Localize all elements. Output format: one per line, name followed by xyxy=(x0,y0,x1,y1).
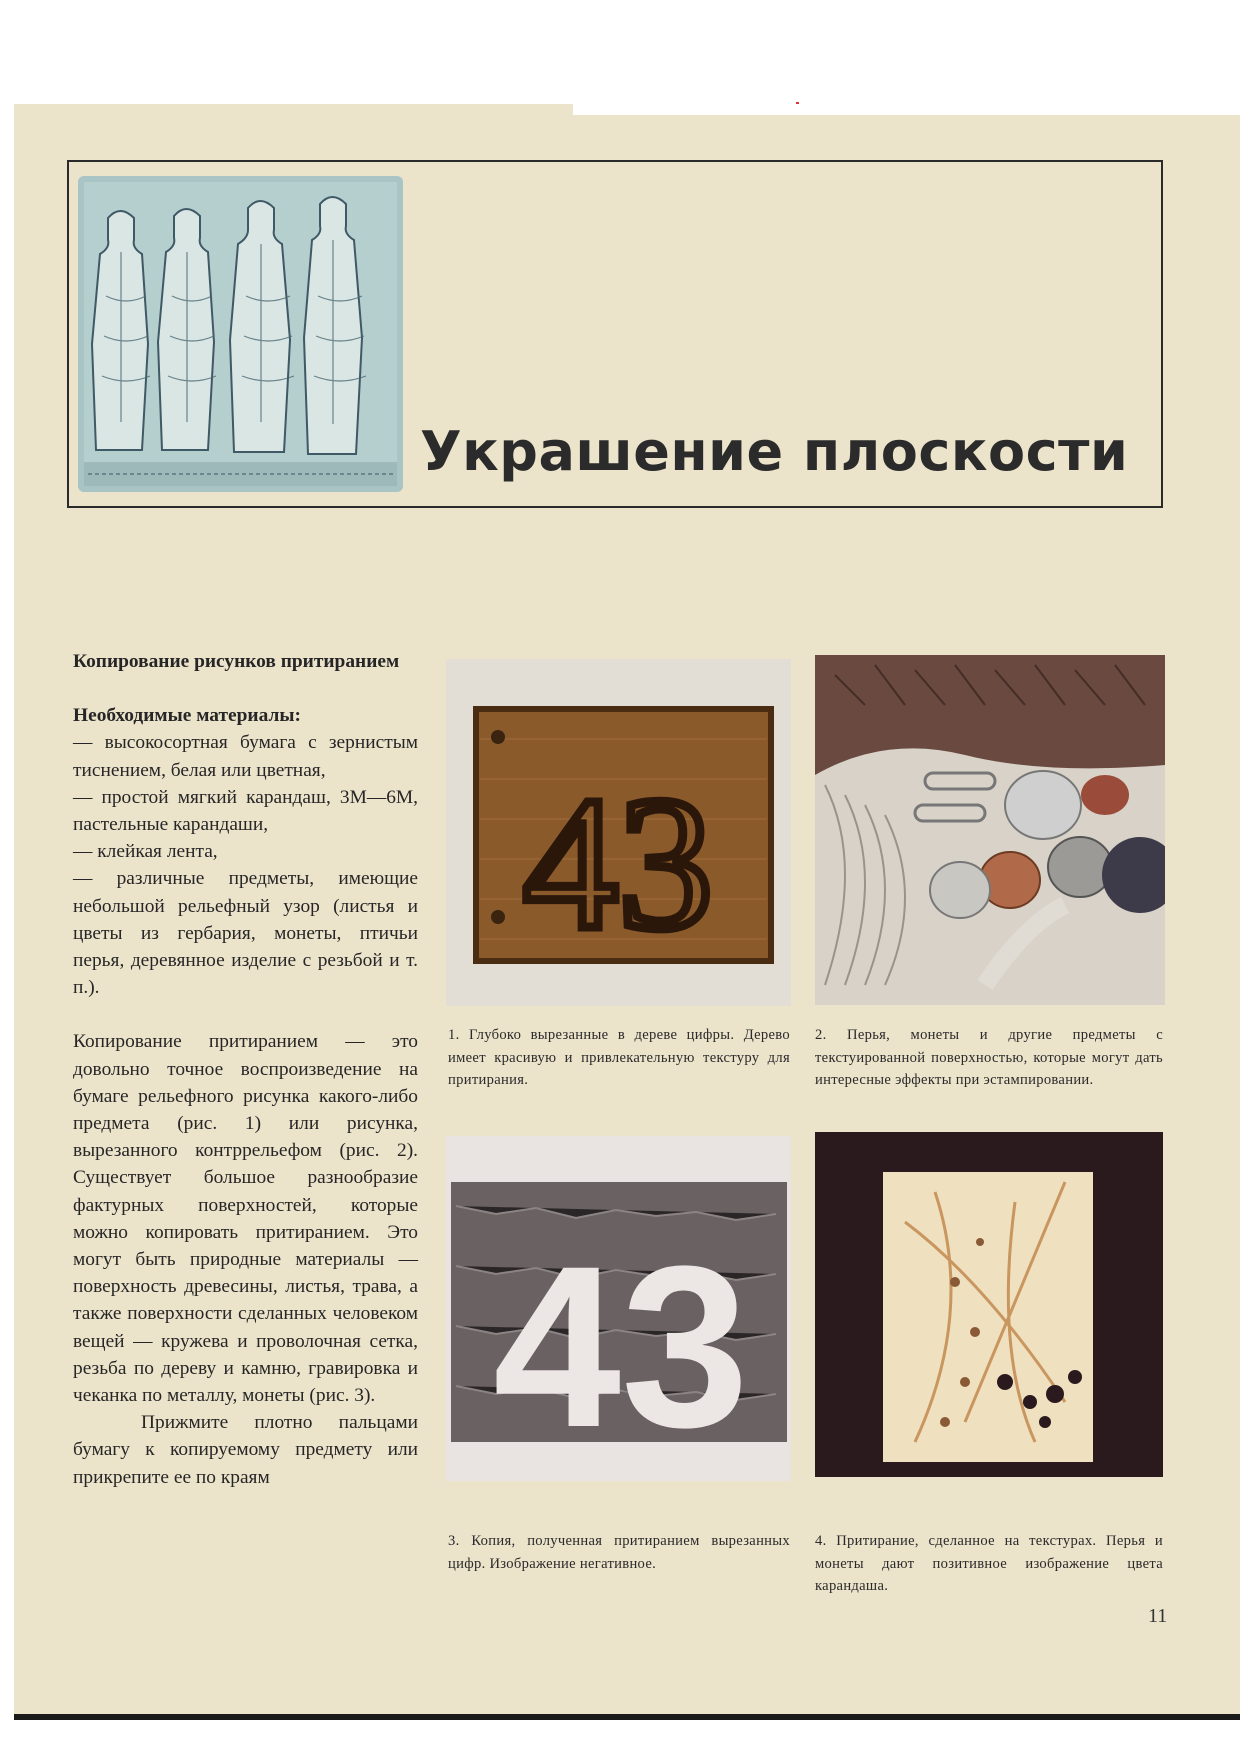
page-number: 11 xyxy=(1148,1605,1168,1627)
page-title: Украшение плоскости xyxy=(420,420,1129,483)
section-heading: Копирование рисунков притиранием xyxy=(73,651,400,672)
materials-item: — различные предметы, имеющие небольшой рельефный узор (листья и цветы из гербария, монеты, птичьи перья, деревянное изделие с резьбой и т. п.). xyxy=(73,868,418,999)
scan-bottom-edge xyxy=(14,1714,1240,1720)
figure-1-photo xyxy=(446,659,791,1006)
figure-4-photo xyxy=(815,1132,1163,1477)
materials-item: — клейкая лента, xyxy=(73,841,218,863)
scan-mark xyxy=(796,102,799,104)
figure-3-digits: 43 xyxy=(493,1218,749,1475)
materials-heading: Необходимые материалы: xyxy=(73,705,301,727)
article-text xyxy=(73,648,418,1491)
body-paragraph: Прижмите плотно пальцами бумагу к копируемому предмету или прикрепите ее по краям xyxy=(73,1412,418,1488)
materials-item: — простой мягкий карандаш, 3М—6М, пастельные карандаши, xyxy=(73,786,418,836)
figure-1-caption: 1. Глубоко вырезанные в дереве цифры. Дерево имеет красивую и привлекательную текстуру для притирания. xyxy=(448,1027,790,1088)
figure-1-digits: 43 xyxy=(523,759,713,969)
figure-3-photo xyxy=(446,1136,791,1481)
figure-3-caption: 3. Копия, полученная притиранием вырезанных цифр. Изображение негативное. xyxy=(448,1533,790,1572)
figure-2-photo xyxy=(815,655,1165,1005)
body-paragraph: Копирование притиранием — это довольно точное воспроизведение на бумаге рельефного рисунка какого-либо предмета (рис. 1) или рисунка, вырезанного контррельефом (рис. 2). Существует большое разнообразие фактурных поверхностей, которые можно копировать притиранием. Это могут быть природные материалы — поверхность древесины, листья, трава, а также поверхности сделанных человеком вещей — кружева и проволочная сетка, резьба по дереву и камню, гравировка и чеканка по металлу, монеты (рис. 3). xyxy=(73,1031,418,1407)
materials-list xyxy=(73,702,418,1001)
scan-edge xyxy=(573,104,1240,115)
figure-2-caption: 2. Перья, монеты и другие предметы с текстуированной поверхностью, которые могут дать интересные эффекты при эстампировании. xyxy=(815,1027,1163,1088)
figure-4-caption: 4. Притирание, сделанное на текстурах. Перья и монеты дают позитивное изображение цвета карандаша. xyxy=(815,1533,1163,1594)
materials-item: — высокосортная бумага с зернистым тиснением, белая или цветная, xyxy=(73,732,418,781)
relief-figures-image xyxy=(78,176,403,492)
